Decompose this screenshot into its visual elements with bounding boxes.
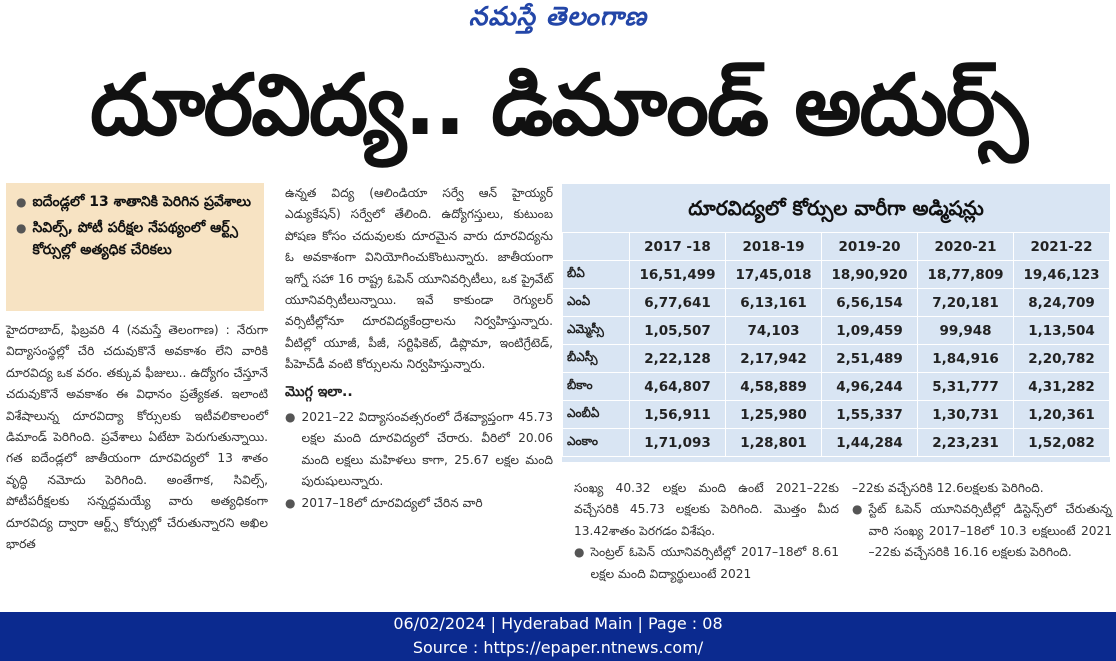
bullet-icon: ● — [852, 502, 863, 517]
list-item — [852, 499, 1112, 563]
table-cell: 4,31,282 — [1014, 373, 1110, 401]
table-cell: 18,77,809 — [918, 261, 1014, 289]
bullet-icon: ● — [16, 195, 27, 209]
table-cell: 4,58,889 — [726, 373, 822, 401]
row-label: బీఏ — [563, 261, 630, 289]
table-row — [563, 345, 1110, 373]
bullet-icon: ● — [285, 410, 296, 425]
table-cell: 1,28,801 — [726, 429, 822, 457]
row-label: ఎంకాం — [563, 429, 630, 457]
table-cell: 74,103 — [726, 317, 822, 345]
row-label: బీఎస్సీ — [563, 345, 630, 373]
table-cell: 7,20,181 — [918, 289, 1014, 317]
table-cell: 99,948 — [918, 317, 1014, 345]
table-cell: 16,51,499 — [630, 261, 726, 289]
list-item — [574, 542, 839, 585]
table-cell: 2,22,128 — [630, 345, 726, 373]
bullet-list — [574, 542, 839, 585]
table-cell: 2,51,489 — [822, 345, 918, 373]
admissions-table — [562, 232, 1110, 457]
list-item-text: స్టేట్ ఓపెన్ యూనివర్సిటీల్లో డిస్టెన్స్‌లో చేరుతున్న వారి సంఖ్య 2017–18లో 10.3 లక్షలుంటే 2021 –22కు వచ్చేసరికి 16.16 లక్షలకు పెరిగింది. — [868, 502, 1112, 560]
table-cell: 1,30,731 — [918, 401, 1014, 429]
table-header-year: 2020-21 — [918, 233, 1014, 261]
list-item — [285, 493, 553, 514]
row-label: బీకాం — [563, 373, 630, 401]
table-cell: 1,52,082 — [1014, 429, 1110, 457]
table-row — [563, 289, 1110, 317]
table-cell: 1,56,911 — [630, 401, 726, 429]
bullet-list — [852, 499, 1112, 563]
article-column-3 — [574, 478, 839, 585]
table-cell: 18,90,920 — [822, 261, 918, 289]
row-label: ఎమ్మెస్సీ — [563, 317, 630, 345]
table-cell: 2,20,782 — [1014, 345, 1110, 373]
bullet-icon: ● — [16, 221, 27, 235]
table-header-year: 2018-19 — [726, 233, 822, 261]
bullet-icon: ● — [285, 495, 296, 510]
table-cell: 17,45,018 — [726, 261, 822, 289]
masthead-logo: నమస్తే తెలంగాణ — [468, 2, 648, 32]
footer-edition-info: 06/02/2024 | Hyderabad Main | Page : 08 — [393, 614, 723, 633]
table-cell: 8,24,709 — [1014, 289, 1110, 317]
table-cell: 1,44,284 — [822, 429, 918, 457]
table-cell: 19,46,123 — [1014, 261, 1110, 289]
table-row — [563, 401, 1110, 429]
table-header-corner — [563, 233, 630, 261]
subheading: మొగ్గ ఇలా.. — [285, 383, 353, 400]
highlight-item — [16, 191, 254, 213]
article-paragraph: –22కు వచ్చేసరికి 12.6లక్షలకు పెరిగింది. — [852, 481, 1044, 495]
table-cell: 2,23,231 — [918, 429, 1014, 457]
table-cell: 1,71,093 — [630, 429, 726, 457]
row-label: ఎంఏ — [563, 289, 630, 317]
article-column-1 — [6, 320, 268, 555]
table-row — [563, 261, 1110, 289]
table-header-year: 2019-20 — [822, 233, 918, 261]
table-cell: 1,20,361 — [1014, 401, 1110, 429]
table-cell: 5,31,777 — [918, 373, 1014, 401]
article-paragraph: హైదరాబాద్, ఫిబ్రవరి 4 (నమస్తే తెలంగాణ) : నేరుగా విద్యాసంస్థల్లో చేరి చదువుకొనే అవకాశం లేని వారికి దూరవిద్య ఒక వరం. తక్కువ ఫీజులు.. ఉద్యోగం చేస్తూనే చదువుకొనే అవకాశం ఈ విధానం ప్రత్యేకత. ఇలాంటి విశేషాలున్న దూరవిద్యా కోర్సులకు ఇటీవలికాలంలో డిమాండ్ పెరిగింది. ప్రవేశాలు ఏటేటా పెరుగుతున్నాయి. గత ఐదేండ్లలో జాతీయంగా దూరవిద్యలో 13 శాతం వృద్ధి నమోదు పెరిగింది. అంతేగాక, సివిల్స్, పోటీపరీక్షలకు సన్నద్ధమయ్యే వారు అత్యధికంగా దూరవిద్య ద్వారా ఆర్ట్స్ కోర్సుల్లో చేరుతున్నారని అఖిల భారత — [6, 323, 268, 552]
list-item-text: 2021–22 విద్యాసంవత్సరంలో దేశవ్యాప్తంగా 45.73 లక్షల మంది దూరవిద్యలో చేరారు. వీరిలో 20.06 మంది లక్షలు మహిళలు కాగా, 25.67 లక్షల మంది పురుషులున్నారు. — [301, 410, 553, 489]
article-column-4 — [852, 478, 1112, 564]
table-header-year: 2021-22 — [1014, 233, 1110, 261]
table-cell: 1,05,507 — [630, 317, 726, 345]
list-item — [285, 407, 553, 493]
article-paragraph: ఉన్నత విద్య (ఆలిండియా సర్వే ఆన్ హైయ్యర్ ఎడ్యుకేషన్) సర్వేలో తేలింది. ఉద్యోగస్తులు, కుటుంబ పోషణ కోసం చదువులకు దూరమైన వారు దూరవిద్యను ఓ అవకాశంగా వినియోగించుకొంటున్నారు. జాతీయంగా ఇగ్నో సహా 16 రాష్ట్ర ఓపెన్ యూనివర్సిటీలు, ఒక ప్రైవేట్ యూనివర్సిటీలున్నాయి. ఇవే కాకుండా రెగ్యులర్ వర్సిటీల్లోనూ దూరవిద్యకేంద్రాలను నిర్వహిస్తున్నారు. వీటిల్లో యూజీ, పీజీ, సర్టిఫికెట్, డిప్లొమా, ఇంటిగ్రేటెడ్, పీహెచ్‌డీ వంటి కోర్సులను నిర్వహిస్తున్నారు. — [285, 186, 553, 372]
highlight-item — [16, 217, 254, 261]
table-cell: 6,13,161 — [726, 289, 822, 317]
table-cell: 1,84,916 — [918, 345, 1014, 373]
article-column-2 — [285, 183, 553, 514]
table-row — [563, 317, 1110, 345]
table-title: దూరవిద్యలో కోర్సుల వారీగా అడ్మిషన్లు — [562, 184, 1110, 232]
table-cell: 4,96,244 — [822, 373, 918, 401]
table-cell: 1,55,337 — [822, 401, 918, 429]
table-cell: 1,25,980 — [726, 401, 822, 429]
table-row — [563, 429, 1110, 457]
table-header-year: 2017 -18 — [630, 233, 726, 261]
table-row — [563, 373, 1110, 401]
table-cell: 1,09,459 — [822, 317, 918, 345]
table-cell: 6,56,154 — [822, 289, 918, 317]
footer-source-link[interactable]: Source : https://epaper.ntnews.com/ — [412, 638, 704, 657]
highlight-text: ఐదేండ్లలో 13 శాతానికి పెరిగిన ప్రవేశాలు — [32, 194, 252, 210]
row-label: ఎంబీఏ — [563, 401, 630, 429]
headline: దూరవిద్య.. డిమాండ్ అదుర్స్ — [89, 56, 1027, 154]
list-item-text: 2017–18లో దూరవిద్యలో చేరిన వారి — [301, 495, 483, 510]
highlight-text: సివిల్స్, పోటీ పరీక్షల నేపథ్యంలో ఆర్ట్స్ కోర్సుల్లో అత్యధిక చేరికలు — [32, 220, 238, 258]
bullet-list — [285, 407, 553, 514]
bullet-icon: ● — [574, 545, 585, 560]
article-paragraph: సంఖ్య 40.32 లక్షల మంది ఉంటే 2021–22కు వచ్చేసరికి 45.73 లక్షలకు పెరిగింది. మొత్తం మీద 13.42శాతం పెరగడం విశేషం. — [574, 481, 839, 538]
highlights-box — [6, 183, 264, 311]
admissions-table-box — [562, 184, 1110, 462]
table-cell: 4,64,807 — [630, 373, 726, 401]
list-item-text: సెంట్రల్ ఓపెన్ యూనివర్సిటీల్లో 2017–18లో 8.61 లక్షల మంది విద్యార్థులుంటే 2021 — [590, 545, 839, 581]
table-cell: 1,13,504 — [1014, 317, 1110, 345]
table-cell: 2,17,942 — [726, 345, 822, 373]
footer-bar — [0, 612, 1116, 661]
table-cell: 6,77,641 — [630, 289, 726, 317]
table-header-row — [563, 233, 1110, 261]
